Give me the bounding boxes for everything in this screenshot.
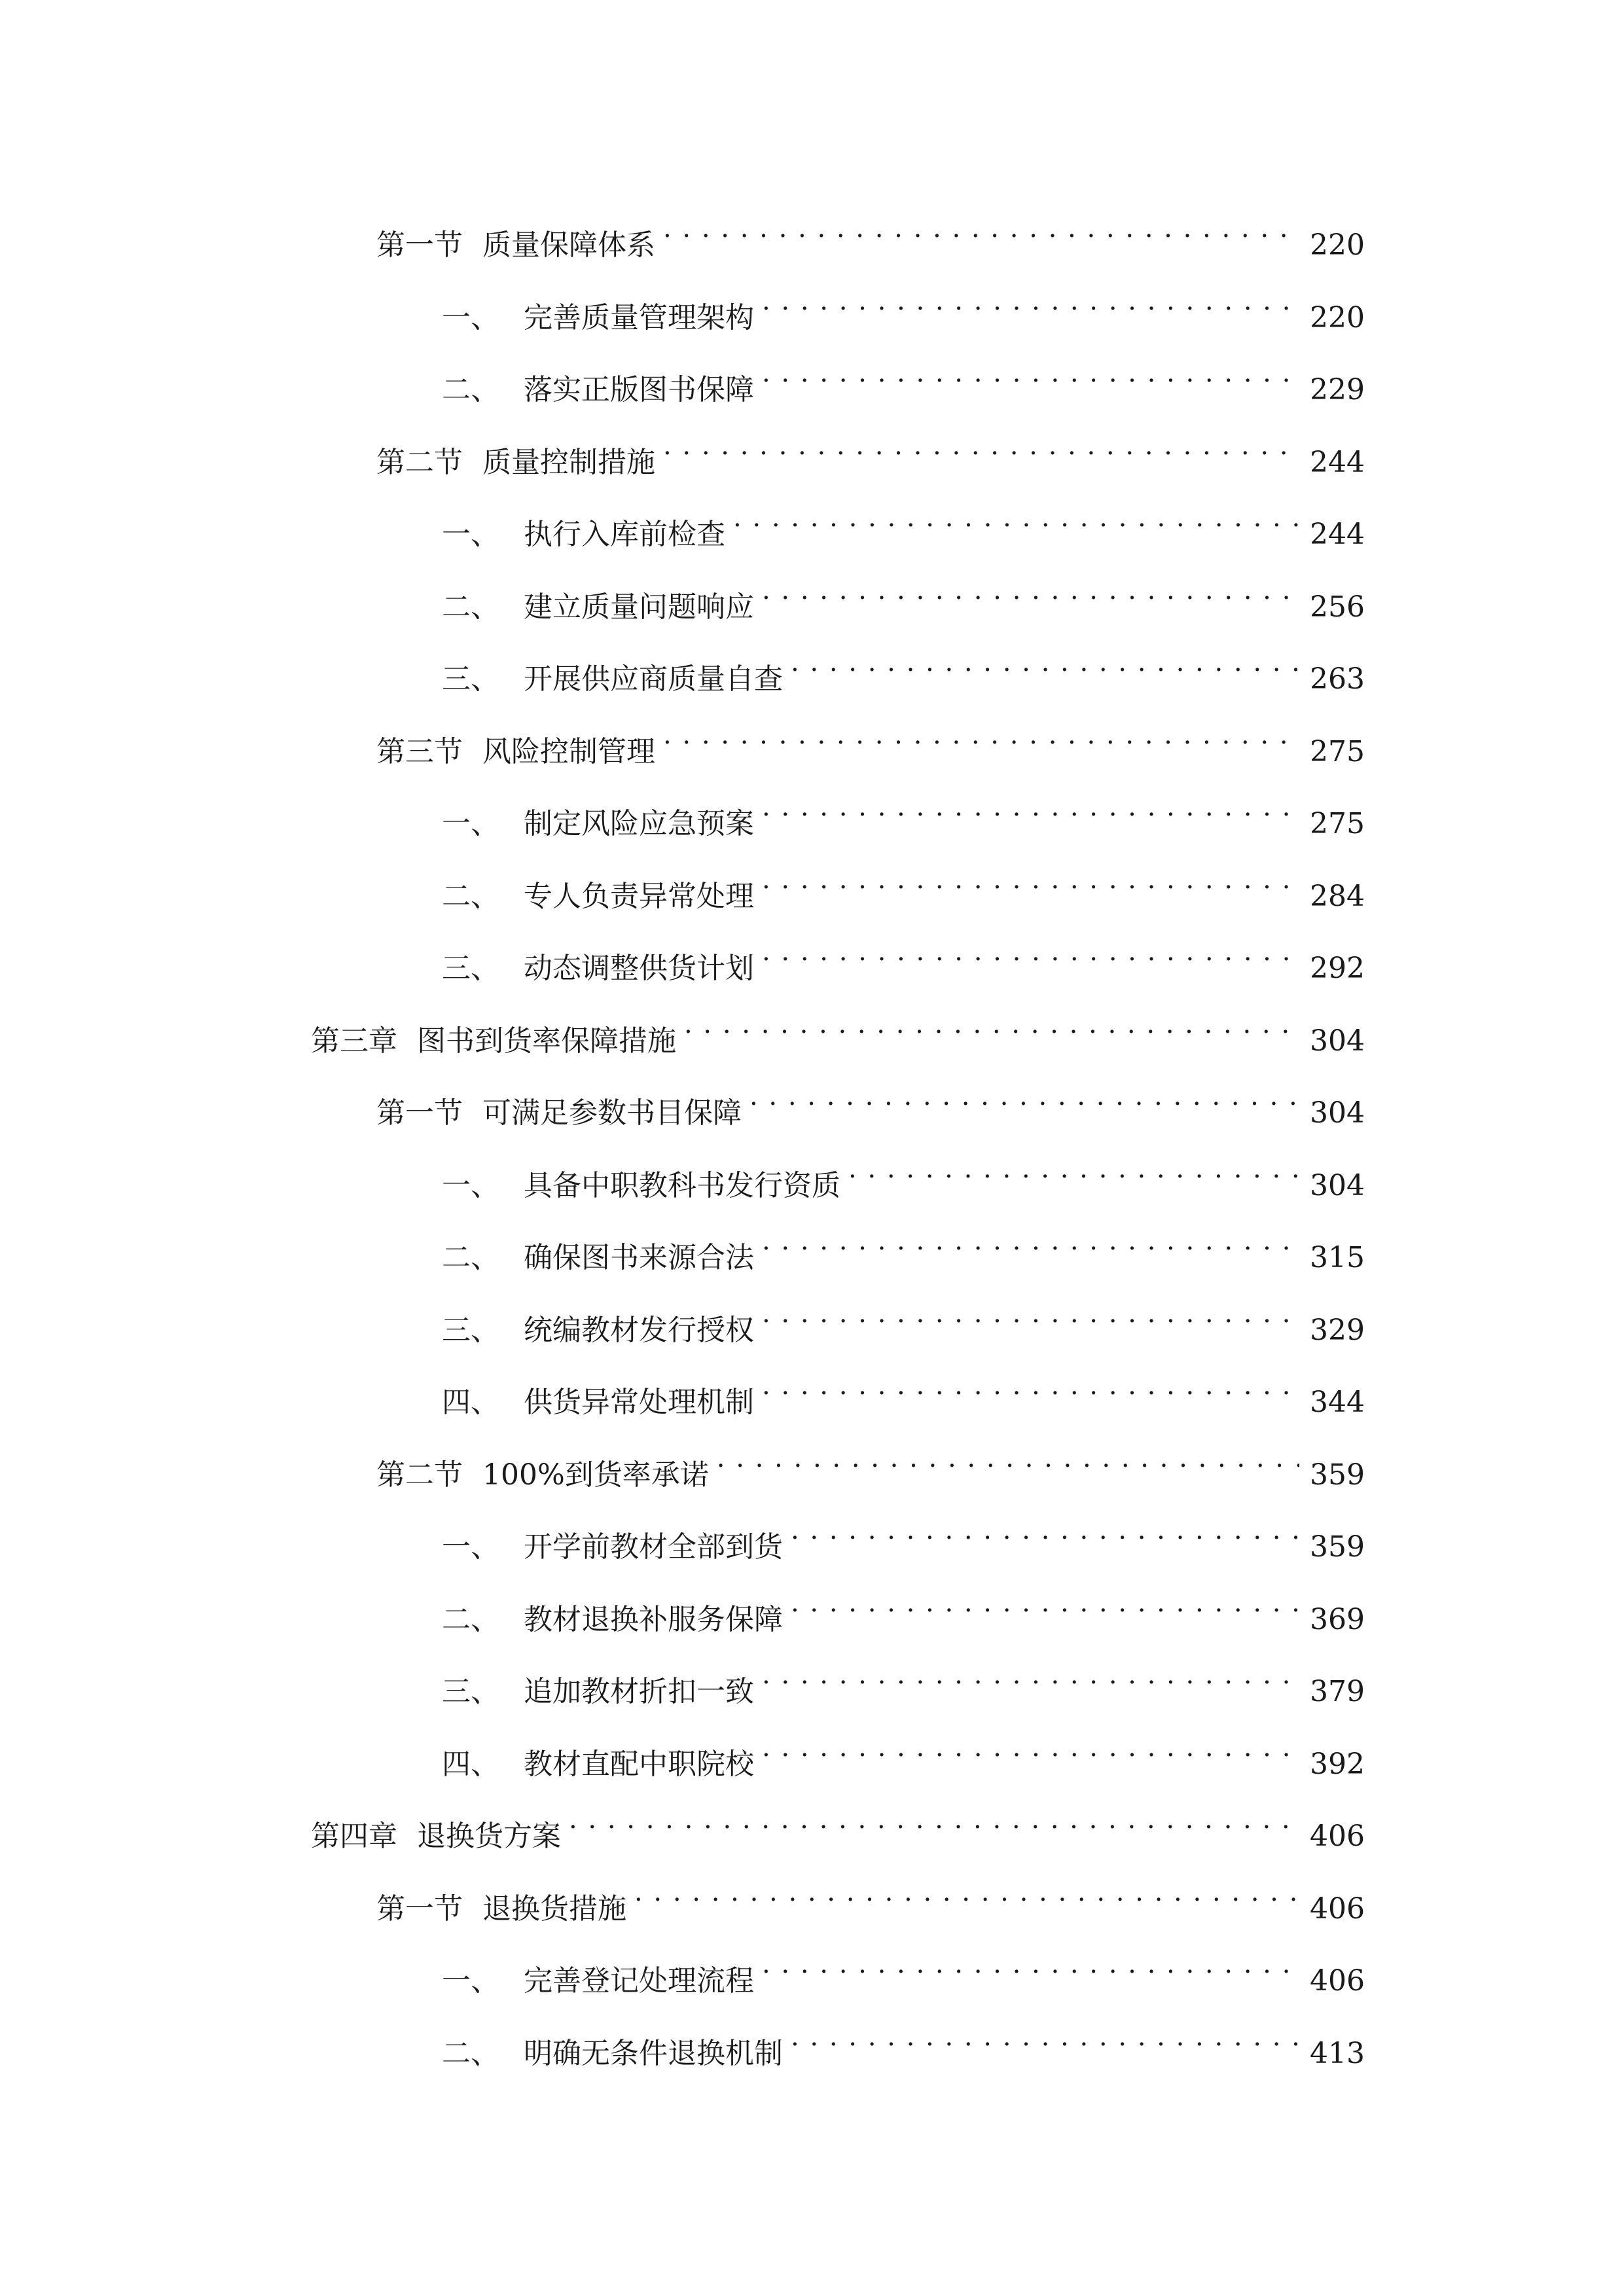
toc-entry-page: 359 xyxy=(1310,1530,1365,1564)
toc-entry-item[interactable] xyxy=(442,1649,1365,1708)
toc-entry-section[interactable] xyxy=(376,420,1365,479)
toc-entry-page: 344 xyxy=(1310,1386,1365,1419)
toc-entry-page: 406 xyxy=(1310,1892,1365,1926)
toc-entry-item[interactable] xyxy=(442,853,1365,913)
toc-entry-title: 开展供应商质量自查 xyxy=(524,662,783,696)
toc-entry-page: 379 xyxy=(1310,1675,1365,1708)
dot-leader xyxy=(762,853,1299,906)
toc-entry-chapter[interactable] xyxy=(311,998,1365,1058)
toc-entry-page: 315 xyxy=(1310,1241,1365,1274)
toc-entry-page: 304 xyxy=(1310,1169,1365,1202)
dot-leader xyxy=(791,1577,1299,1629)
toc-entry-page: 406 xyxy=(1310,1820,1365,1853)
toc-entry-item[interactable] xyxy=(442,1577,1365,1636)
toc-entry-title: 风险控制管理 xyxy=(482,735,655,768)
dot-leader xyxy=(762,1721,1299,1774)
dot-leader xyxy=(762,1649,1299,1701)
toc-entry-title: 100%到货率承诺 xyxy=(482,1458,709,1492)
toc-entry-number: 第一节 xyxy=(376,228,463,262)
toc-entry-section[interactable] xyxy=(376,1432,1365,1492)
toc-entry-number: 一、 xyxy=(442,1530,499,1564)
dot-leader xyxy=(762,1359,1299,1412)
toc-entry-number: 一、 xyxy=(442,807,499,840)
toc-entry-number: 二、 xyxy=(442,880,499,913)
dot-leader xyxy=(848,1143,1299,1195)
dot-leader xyxy=(791,2011,1299,2063)
toc-entry-number: 四、 xyxy=(442,1386,499,1419)
toc-entry-page: 220 xyxy=(1310,228,1365,262)
dot-leader xyxy=(762,1215,1299,1267)
toc-entry-item[interactable] xyxy=(442,925,1365,985)
toc-entry-item[interactable] xyxy=(442,347,1365,406)
toc-entry-title: 落实正版图书保障 xyxy=(524,373,754,406)
dot-leader xyxy=(791,636,1299,689)
toc-entry-item[interactable] xyxy=(442,564,1365,624)
toc-entry-title: 质量控制措施 xyxy=(482,446,655,479)
toc-entry-item[interactable] xyxy=(442,1143,1365,1202)
toc-entry-title: 开学前教材全部到货 xyxy=(524,1530,783,1564)
toc-entry-title: 退换货方案 xyxy=(417,1820,561,1853)
toc-entry-page: 256 xyxy=(1310,590,1365,624)
toc-entry-title: 质量保障体系 xyxy=(482,228,655,262)
toc-entry-title: 明确无条件退换机制 xyxy=(524,2037,783,2070)
toc-entry-page: 369 xyxy=(1310,1603,1365,1636)
toc-entry-page: 304 xyxy=(1310,1024,1365,1058)
toc-entry-number: 二、 xyxy=(442,2037,499,2070)
dot-leader xyxy=(762,1287,1299,1340)
dot-leader xyxy=(762,781,1299,833)
toc-entry-item[interactable] xyxy=(442,492,1365,551)
toc-entry-page: 275 xyxy=(1310,735,1365,768)
toc-entry-number: 一、 xyxy=(442,1169,499,1202)
toc-entry-number: 第二节 xyxy=(376,446,463,479)
toc-entry-title: 动态调整供货计划 xyxy=(524,952,754,985)
toc-entry-number: 第一节 xyxy=(376,1096,463,1130)
toc-entry-item[interactable] xyxy=(442,1215,1365,1274)
toc-entry-number: 第三节 xyxy=(376,735,463,768)
toc-entry-page: 413 xyxy=(1310,2037,1365,2070)
dot-leader xyxy=(749,1070,1299,1122)
toc-entry-title: 追加教材折扣一致 xyxy=(524,1675,754,1708)
dot-leader xyxy=(663,420,1299,472)
toc-entry-number: 第三章 xyxy=(311,1024,397,1058)
toc-entry-title: 完善登记处理流程 xyxy=(524,1964,754,1998)
toc-entry-item[interactable] xyxy=(442,781,1365,840)
dot-leader xyxy=(663,709,1299,761)
toc-entry-page: 229 xyxy=(1310,373,1365,406)
toc-entry-item[interactable] xyxy=(442,1359,1365,1419)
toc-entry-number: 第四章 xyxy=(311,1820,397,1853)
toc-entry-title: 退换货措施 xyxy=(482,1892,626,1926)
toc-entry-number: 一、 xyxy=(442,301,499,334)
toc-entry-item[interactable] xyxy=(442,1287,1365,1347)
toc-entry-number: 一、 xyxy=(442,1964,499,1998)
toc-entry-number: 二、 xyxy=(442,1241,499,1274)
toc-entry-number: 三、 xyxy=(442,1675,499,1708)
toc-entry-title: 建立质量问题响应 xyxy=(524,590,754,624)
toc-entry-page: 220 xyxy=(1310,301,1365,334)
toc-entry-number: 四、 xyxy=(442,1748,499,1781)
dot-leader xyxy=(791,1504,1299,1556)
dot-leader xyxy=(733,492,1299,544)
dot-leader xyxy=(634,1866,1299,1918)
dot-leader xyxy=(684,998,1299,1050)
toc-entry-title: 教材直配中职院校 xyxy=(524,1748,754,1781)
toc-entry-title: 执行入库前检查 xyxy=(524,518,725,551)
dot-leader xyxy=(717,1432,1299,1484)
toc-entry-page: 329 xyxy=(1310,1314,1365,1347)
toc-entry-page: 359 xyxy=(1310,1458,1365,1492)
dot-leader xyxy=(663,202,1299,255)
dot-leader xyxy=(762,925,1299,978)
toc-entry-page: 304 xyxy=(1310,1096,1365,1130)
toc-entry-section[interactable] xyxy=(376,1866,1365,1926)
toc-entry-number: 二、 xyxy=(442,373,499,406)
toc-entry-page: 244 xyxy=(1310,446,1365,479)
toc-entry-page: 292 xyxy=(1310,952,1365,985)
dot-leader xyxy=(569,1793,1299,1846)
toc-entry-page: 392 xyxy=(1310,1748,1365,1781)
toc-entry-number: 第二节 xyxy=(376,1458,463,1492)
toc-entry-section[interactable] xyxy=(376,1070,1365,1130)
toc-entry-title: 制定风险应急预案 xyxy=(524,807,754,840)
toc-entry-number: 一、 xyxy=(442,518,499,551)
toc-entry-title: 统编教材发行授权 xyxy=(524,1314,754,1347)
toc-entry-title: 具备中职教科书发行资质 xyxy=(524,1169,840,1202)
toc-entry-title: 完善质量管理架构 xyxy=(524,301,754,334)
toc-entry-title: 确保图书来源合法 xyxy=(524,1241,754,1274)
toc-entry-item[interactable] xyxy=(442,275,1365,334)
toc-entry-section[interactable] xyxy=(376,202,1365,262)
toc-entry-title: 教材退换补服务保障 xyxy=(524,1603,783,1636)
dot-leader xyxy=(762,275,1299,327)
toc-entry-title: 供货异常处理机制 xyxy=(524,1386,754,1419)
toc-entry-number: 三、 xyxy=(442,662,499,696)
toc-entry-item[interactable] xyxy=(442,1938,1365,1998)
toc-entry-item[interactable] xyxy=(442,636,1365,696)
toc-entry-page: 275 xyxy=(1310,807,1365,840)
toc-entry-section[interactable] xyxy=(376,709,1365,768)
toc-entry-page: 263 xyxy=(1310,662,1365,696)
toc-entry-chapter[interactable] xyxy=(311,1793,1365,1853)
toc-entry-number: 二、 xyxy=(442,1603,499,1636)
dot-leader xyxy=(762,347,1299,399)
toc-entry-title: 图书到货率保障措施 xyxy=(417,1024,676,1058)
toc-entry-item[interactable] xyxy=(442,2011,1365,2070)
dot-leader xyxy=(762,1938,1299,1990)
toc-entry-item[interactable] xyxy=(442,1721,1365,1781)
toc-entry-number: 三、 xyxy=(442,1314,499,1347)
toc-entry-number: 第一节 xyxy=(376,1892,463,1926)
dot-leader xyxy=(762,564,1299,617)
toc-entry-number: 二、 xyxy=(442,590,499,624)
toc-entry-title: 专人负责异常处理 xyxy=(524,880,754,913)
toc-entry-title: 可满足参数书目保障 xyxy=(482,1096,742,1130)
toc-entry-page: 406 xyxy=(1310,1964,1365,1998)
toc-entry-page: 244 xyxy=(1310,518,1365,551)
toc-entry-number: 三、 xyxy=(442,952,499,985)
toc-entry-item[interactable] xyxy=(442,1504,1365,1564)
toc-entry-page: 284 xyxy=(1310,880,1365,913)
